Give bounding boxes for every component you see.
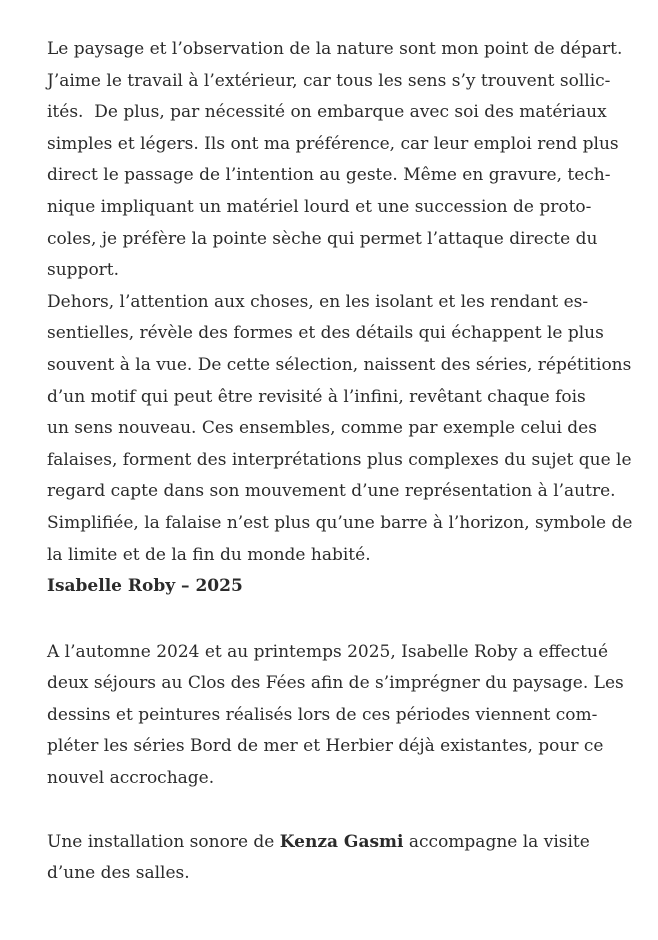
statement-line: support. xyxy=(47,260,120,281)
residency-paragraph xyxy=(47,637,637,795)
paragraph-spacer xyxy=(47,795,637,827)
installation-line: d’une des salles. xyxy=(47,863,190,884)
statement-line: J’aime le travail à l’extérieur, car tous les sens s’y trouvent sollic- xyxy=(47,70,611,91)
statement-line: Le paysage et l’observation de la nature sont mon point de départ. xyxy=(47,39,623,59)
installation-line xyxy=(47,827,637,859)
statement-line: direct le passage de l’intention au geste. Même en gravure, tech- xyxy=(47,165,611,186)
statement-line: falaises, forment des interprétations plus complexes du sujet que le xyxy=(47,449,632,470)
statement-line: Simplifiée, la falaise n’est plus qu’une barre à l’horizon, symbole de xyxy=(47,512,633,533)
statement-line: Dehors, l’attention aux choses, en les isolant et les rendant es- xyxy=(47,291,589,312)
statement-line: un sens nouveau. Ces ensembles, comme par exemple celui des xyxy=(47,418,597,439)
statement-line: d’un motif qui peut être revisité à l’infini, revêtant chaque fois xyxy=(47,386,586,407)
statement-line: simples et légers. Ils ont ma préférence, car leur emploi rend plus xyxy=(47,133,619,154)
residency-line: A l’automne 2024 et au printemps 2025, Isabelle Roby a effectué xyxy=(47,641,609,662)
sound-artist-name: Kenza Gasmi xyxy=(279,831,404,852)
residency-line: dessins et peintures réalisés lors de ces périodes viennent com- xyxy=(47,704,598,725)
installation-text: accompagne la visite xyxy=(403,831,590,852)
author-signature: Isabelle Roby – 2025 xyxy=(47,576,243,597)
artist-statement xyxy=(47,34,637,603)
article-body xyxy=(47,34,637,890)
statement-line: coles, je préfère la pointe sèche qui permet l’attaque directe du xyxy=(47,228,598,249)
residency-line: deux séjours au Clos des Fées afin de s’imprégner du paysage. Les xyxy=(47,673,624,694)
statement-line: nique impliquant un matériel lourd et une succession de proto- xyxy=(47,196,592,217)
statement-line: la limite et de la fin du monde habité. xyxy=(47,544,371,565)
installation-text: Une installation sonore de xyxy=(47,831,280,852)
statement-line: ités. De plus, par nécessité on embarque avec soi des matériaux xyxy=(47,102,607,123)
installation-paragraph xyxy=(47,827,637,890)
residency-line: nouvel accrochage. xyxy=(47,768,215,789)
statement-line: sentielles, révèle des formes et des détails qui échappent le plus xyxy=(47,323,604,344)
statement-line: souvent à la vue. De cette sélection, naissent des séries, répétitions xyxy=(47,354,632,375)
statement-line: regard capte dans son mouvement d’une représentation à l’autre. xyxy=(47,481,616,502)
paragraph-spacer xyxy=(47,603,637,637)
residency-line: pléter les séries Bord de mer et Herbier déjà existantes, pour ce xyxy=(47,736,604,757)
